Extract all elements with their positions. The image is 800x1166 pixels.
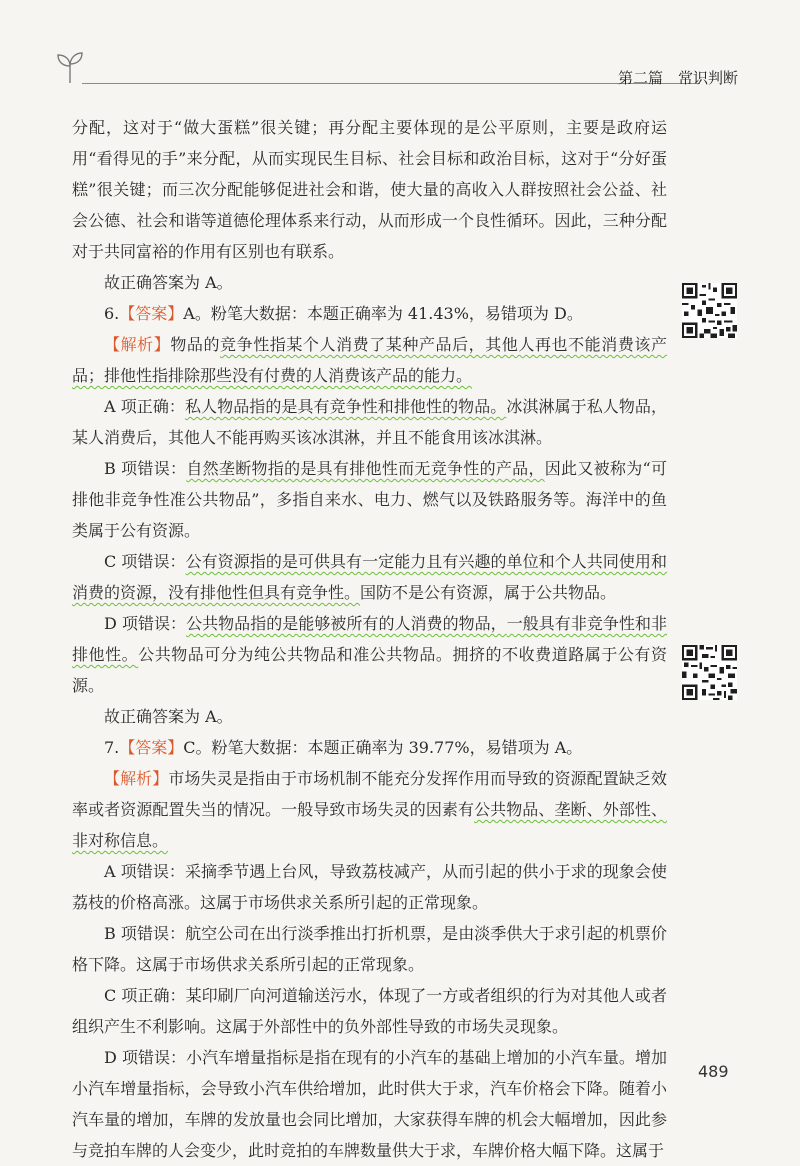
qr-code-icon bbox=[682, 645, 737, 700]
highlighted-text: 一般具有非竞争性和非排他性。 bbox=[72, 614, 667, 664]
option-lead: A 项正确： bbox=[104, 397, 185, 416]
option-lead: B 项错误： bbox=[104, 459, 187, 478]
option-lead: D 项错误： bbox=[104, 614, 187, 633]
analysis-tag: 【解析】 bbox=[104, 335, 171, 354]
option-a-6 bbox=[72, 391, 667, 453]
option-text: 公共物品可分为纯公共物品和准公共物品。拥挤的不收费道路属于公有资源。 bbox=[72, 645, 667, 695]
option-text: 国防不是公有资源，属于公共物品。 bbox=[360, 583, 617, 602]
question-6-answer bbox=[72, 298, 667, 329]
option-d-6 bbox=[72, 608, 667, 701]
highlighted-text: 公有资源指的是可供具有一定能力且有兴趣的单位和个人共同使用和消费的资源，没有排他性但具有竞争性。 bbox=[72, 552, 667, 602]
section-title: 第二篇 常识判断 bbox=[618, 69, 739, 87]
question-7-answer bbox=[72, 732, 667, 763]
page-number: 489 bbox=[698, 1062, 729, 1081]
analysis-text: 物品的 bbox=[170, 335, 221, 354]
question-number: 7. bbox=[104, 738, 120, 757]
answer-text: A。粉笔大数据：本题正确率为 41.43%，易错项为 D。 bbox=[183, 304, 583, 323]
analysis-text: 市场失灵是指由于市场机制不能充分发挥作用而导致的资源配置缺乏效率或者资源配置失当的情况。一般导致市场失灵的因素有 bbox=[72, 769, 667, 819]
paragraph-distribution: 分配，这对于“做大蛋糕”很关键；再分配主要体现的是公平原则，主要是政府运用“看得见的手”来分配，从而实现民生目标、社会目标和政治目标，这对于“分好蛋糕”很关键；而三次分配能够促进社会和谐，使大量的高收入人群按照社会公益、社会公德、社会和谐等道德伦理体系来行动，从而形成一个良性循环。因此，三种分配对于共同富裕的作用有区别也有联系。 bbox=[72, 118, 667, 261]
answer-tag: 【答案】 bbox=[119, 738, 184, 757]
option-a-7: A 项错误：采摘季节遇上台风，导致荔枝减产，从而引起的供小于求的现象会使荔枝的价格高涨。这属于市场供求关系所引起的正常现象。 bbox=[72, 862, 667, 912]
qr-code-icon bbox=[682, 283, 737, 338]
page-body bbox=[72, 112, 667, 1166]
option-text: 冰淇淋属于私人物品，某人消费后，其他人不能再购买该冰淇淋，并且不能食用该冰淇淋。 bbox=[72, 397, 667, 447]
option-text: 因此又被称为“可排他非竞争性准公共物品”，多指自来水、电力、燃气以及铁路服务等。海洋中的鱼类属于公有资源。 bbox=[72, 459, 667, 540]
answer-text: C。粉笔大数据：本题正确率为 39.77%，易错项为 A。 bbox=[183, 738, 583, 757]
page-header bbox=[0, 0, 800, 100]
question-number: 6. bbox=[104, 304, 120, 323]
header-rule bbox=[82, 83, 700, 84]
question-6-analysis bbox=[72, 329, 667, 391]
leaf-sprout-icon bbox=[54, 50, 86, 84]
highlighted-text: 公共物品指的是能够被所有的人消费的物品， bbox=[186, 614, 507, 633]
analysis-tag: 【解析】 bbox=[104, 769, 169, 788]
option-lead: C 项错误： bbox=[104, 552, 186, 571]
highlighted-text: 自然垄断物指的是具有排他性而无竞争性的产品， bbox=[186, 459, 545, 478]
highlighted-text: 公共物品、垄断、外部性、非对称信息。 bbox=[72, 800, 667, 850]
option-b-7: B 项错误：航空公司在出行淡季推出打折机票，是由淡季供大于求引起的机票价格下降。这属于市场供求关系所引起的正常现象。 bbox=[72, 924, 667, 974]
highlighted-text: 私人物品指的是具有竞争性和排他性的物品。 bbox=[184, 397, 507, 416]
answer-conclusion-6: 故正确答案为 A。 bbox=[104, 707, 233, 726]
option-d-7: D 项错误：小汽车增量指标是指在现有的小汽车的基础上增加的小汽车量。增加小汽车增量指标，会导致小汽车供给增加，此时供大于求，汽车价格会下降。随着小汽车量的增加，车牌的发放量也会同比增加，大家获得车牌的机会大幅增加，因此参与竞拍车牌的人会变少，此时竞拍的车牌数量供大于求，车牌价格大幅下降。这属于 bbox=[72, 1048, 667, 1160]
option-c-7: C 项正确：某印刷厂向河道输送污水，体现了一方或者组织的行为对其他人或者组织产生不利影响。这属于外部性中的负外部性导致的市场失灵现象。 bbox=[72, 986, 667, 1036]
answer-tag: 【答案】 bbox=[119, 304, 184, 323]
option-b-6 bbox=[72, 453, 667, 546]
highlighted-text: 竞争性指某个人消费了某种产品后，其他人再也不能消费该产品；排他性指排除那些没有付费的人消费该产品的能力。 bbox=[72, 335, 667, 385]
question-7-analysis bbox=[72, 763, 667, 856]
option-c-6 bbox=[72, 546, 667, 608]
answer-conclusion-5: 故正确答案为 A。 bbox=[104, 273, 233, 292]
